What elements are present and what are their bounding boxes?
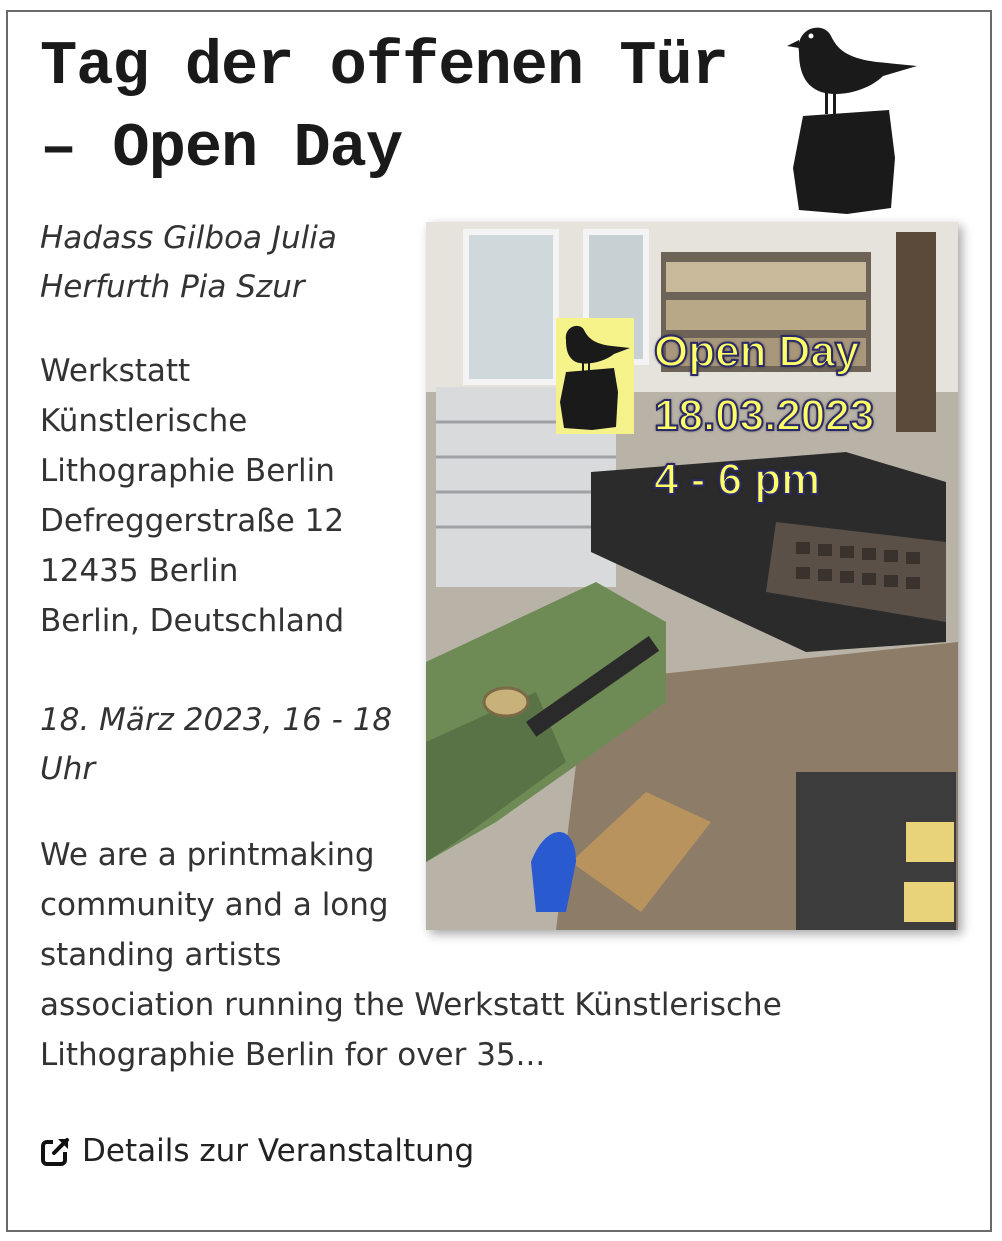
address-line: 12435 Berlin xyxy=(40,553,239,589)
address-line: Künstlerische xyxy=(40,403,248,439)
date-line: 18. März 2023, 16 - 18 xyxy=(40,702,393,738)
description-line: standing artists xyxy=(40,937,282,973)
seagull-on-rock-icon xyxy=(785,18,925,218)
description-line: community and a long xyxy=(40,887,389,923)
description-line: Lithographie Berlin for over 35... xyxy=(40,1037,546,1073)
poster-line: 18.03.2023 xyxy=(654,391,875,440)
description-line: We are a printmaking xyxy=(40,837,375,873)
event-poster-image[interactable] xyxy=(426,222,958,930)
venue-address xyxy=(40,346,400,646)
event-date xyxy=(40,696,400,794)
date-line: Uhr xyxy=(40,751,96,787)
event-details-link[interactable] xyxy=(40,1128,474,1174)
external-link-icon xyxy=(40,1135,72,1167)
poster-line: Open Day xyxy=(654,327,860,376)
address-line: Lithographie Berlin xyxy=(40,453,335,489)
details-link-label: Details zur Veranstaltung xyxy=(82,1133,475,1169)
artist-line: Hadass Gilboa Julia xyxy=(40,220,337,256)
address-line: Defreggerstraße 12 xyxy=(40,503,345,539)
poster-overlay-text xyxy=(654,320,874,512)
artist-line: Herfurth Pia Szur xyxy=(40,269,305,305)
description-line: association running the Werkstatt Künstlerische xyxy=(40,987,782,1023)
poster-line: 4 - 6 pm xyxy=(654,455,821,504)
address-line: Berlin, Deutschland xyxy=(40,603,345,639)
artist-names xyxy=(40,214,370,312)
event-title: Tag der offenen Tür – Open Day xyxy=(40,31,728,184)
address-line: Werkstatt xyxy=(40,353,191,389)
